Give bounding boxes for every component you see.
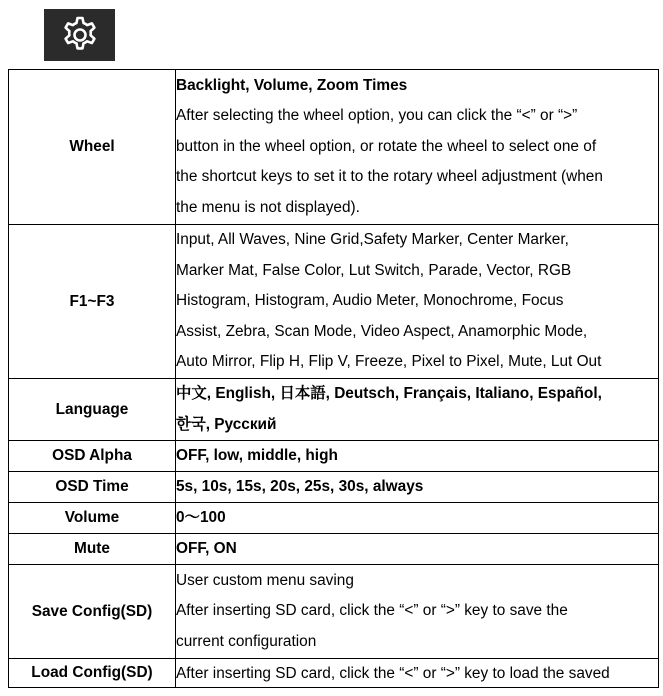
value-line: After selecting the wheel option, you can click the “<” or “>” (176, 107, 578, 125)
value-line: 中文, English, 日本語, Deutsch, Français, Italiano, Español, (176, 385, 602, 402)
gear-icon (58, 13, 102, 57)
row-value (176, 565, 659, 659)
row-key: OSD Alpha (9, 441, 176, 472)
value-line: User custom menu saving (176, 571, 354, 589)
value-line: 5s, 10s, 15s, 20s, 25s, 30s, always (176, 477, 424, 495)
value-line: the menu is not displayed). (176, 198, 360, 216)
value-line: After inserting SD card, click the “<” or “>” key to save the (176, 602, 568, 620)
value-line: the shortcut keys to set it to the rotary wheel adjustment (when (176, 168, 603, 186)
row-value (176, 534, 659, 565)
value-line: Assist, Zebra, Scan Mode, Video Aspect, Anamorphic Mode, (176, 322, 588, 340)
row-key: Save Config(SD) (9, 565, 176, 659)
value-line: button in the wheel option, or rotate the wheel to select one of (176, 137, 597, 155)
row-key: Mute (9, 534, 176, 565)
value-line: Backlight, Volume, Zoom Times (176, 76, 408, 94)
row-value (176, 379, 659, 441)
row-key: F1~F3 (9, 225, 176, 379)
row-key: Wheel (9, 70, 176, 225)
row-value (176, 503, 659, 534)
row-key: Volume (9, 503, 176, 534)
value-line: OFF, ON (176, 539, 237, 557)
value-line: Auto Mirror, Flip H, Flip V, Freeze, Pixel to Pixel, Mute, Lut Out (176, 353, 602, 371)
row-key: OSD Time (9, 472, 176, 503)
table-row (9, 503, 659, 534)
table-row (9, 659, 659, 688)
value-line: Input, All Waves, Nine Grid,Safety Marker, Center Marker, (176, 231, 569, 249)
table-row (9, 70, 659, 225)
value-line: Marker Mat, False Color, Lut Switch, Parade, Vector, RGB (176, 261, 572, 279)
settings-icon-box (44, 9, 115, 61)
settings-table (8, 69, 659, 688)
value-line: current configuration (176, 632, 317, 650)
table-row (9, 379, 659, 441)
row-value (176, 659, 659, 688)
row-key: Load Config(SD) (9, 659, 176, 688)
value-clip (176, 661, 658, 686)
row-value (176, 225, 659, 379)
row-value (176, 70, 659, 225)
table-row (9, 225, 659, 379)
row-value (176, 441, 659, 472)
value-line: 0～100 (176, 508, 226, 526)
table-row (9, 472, 659, 503)
table-row (9, 534, 659, 565)
table-row (9, 441, 659, 472)
row-value (176, 472, 659, 503)
value-line: After inserting SD card, click the “<” or “>” key to load the saved (176, 664, 610, 682)
value-line: Histogram, Histogram, Audio Meter, Monochrome, Focus (176, 292, 564, 310)
value-line: 한국, Русский (176, 415, 277, 433)
row-key: Language (9, 379, 176, 441)
value-line: OFF, low, middle, high (176, 446, 338, 464)
table-row (9, 565, 659, 659)
